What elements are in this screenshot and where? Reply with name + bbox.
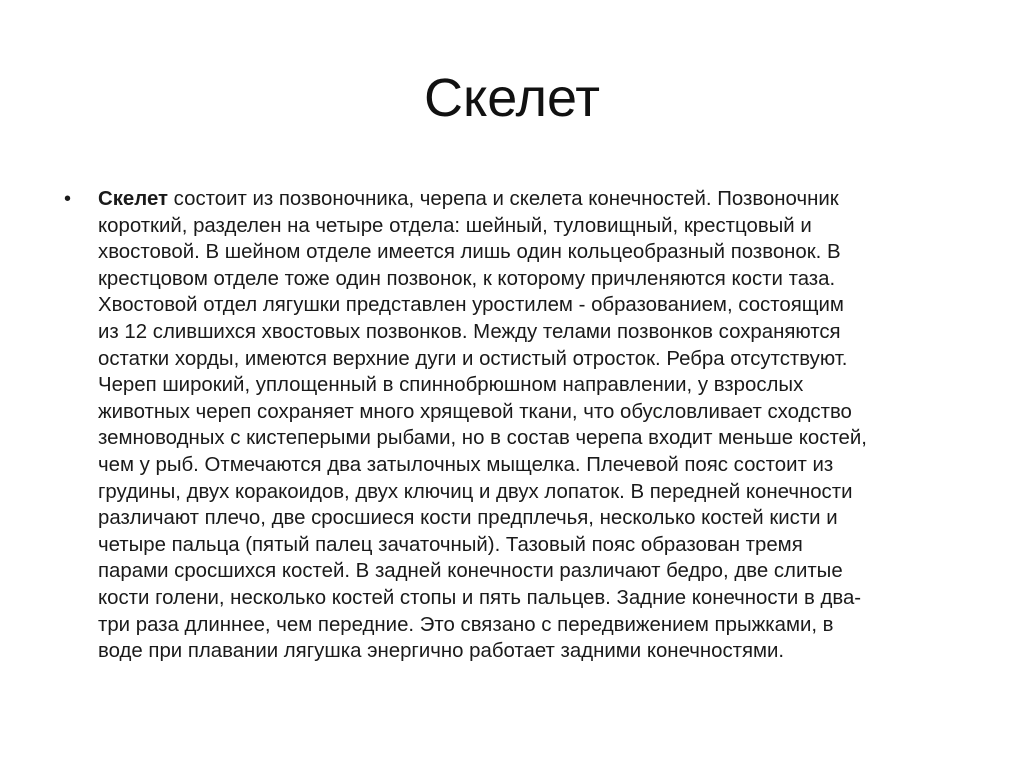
text-line-8: Череп широкий, уплощенный в спиннобрюшном направлении, у взрослых bbox=[98, 374, 804, 397]
text-line-3: хвостовой. В шейном отделе имеется лишь один кольцеобразный позвонок. В bbox=[98, 241, 841, 264]
text-line-2: короткий, разделен на четыре отдела: шейный, туловищный, крестцовый и bbox=[98, 214, 812, 237]
text-line-1-rest: состоит из позвоночника, черепа и скелета конечностей. Позвоночник bbox=[168, 188, 839, 210]
lead-term: Скелет bbox=[98, 188, 169, 210]
text-line-9: животных череп сохраняет много хрящевой ткани, что обусловливает сходство bbox=[98, 400, 852, 423]
text-line-6: из 12 слившихся хвостовых позвонков. Между телами позвонков сохраняются bbox=[98, 320, 841, 343]
text-line-18: воде при плавании лягушка энергично работает задними конечностями. bbox=[98, 640, 785, 663]
text-line-17: три раза длиннее, чем передние. Это связано с передвижением прыжками, в bbox=[98, 613, 834, 636]
text-line-12: грудины, двух коракоидов, двух ключиц и двух лопаток. В передней конечности bbox=[98, 480, 853, 503]
bullet-marker: • bbox=[64, 188, 72, 210]
text-line-13: различают плечо, две сросшиеся кости предплечья, несколько костей кисти и bbox=[98, 507, 838, 530]
text-line-16: кости голени, несколько костей стопы и пять пальцев. Задние конечности в два- bbox=[98, 586, 862, 609]
text-line-1 bbox=[98, 186, 968, 213]
text-line-10: земноводных с кистеперыми рыбами, но в состав черепа входит меньше костей, bbox=[98, 427, 867, 450]
bullet-item bbox=[64, 186, 968, 665]
text-line-5: Хвостовой отдел лягушки представлен уростилем - образованием, состоящим bbox=[98, 294, 844, 317]
text-line-4: крестцовом отделе тоже один позвонок, к которому причленяются кости таза. bbox=[98, 267, 836, 290]
bullet-list bbox=[64, 186, 968, 665]
text-line-11: чем у рыб. Отмечаются два затылочных мыщелка. Плечевой пояс состоит из bbox=[98, 453, 834, 476]
slide-title: Скелет bbox=[424, 68, 600, 128]
text-line-14: четыре пальца (пятый палец зачаточный). Тазовый пояс образован тремя bbox=[98, 533, 803, 556]
text-line-15: парами сросшихся костей. В задней конечности различают бедро, две слитые bbox=[98, 560, 843, 583]
text-line-7: остатки хорды, имеются верхние дуги и остистый отросток. Ребра отсутствуют. bbox=[98, 347, 848, 370]
